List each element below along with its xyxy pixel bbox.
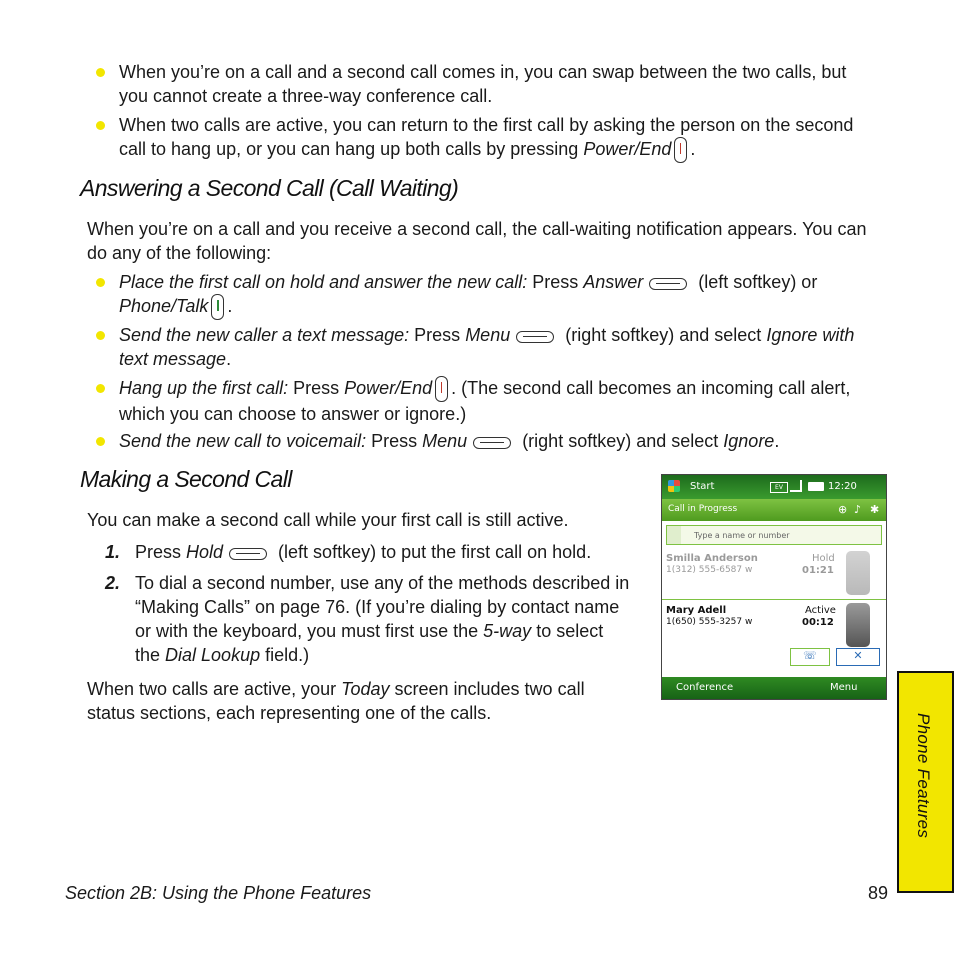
phone-device-icon [846, 603, 870, 647]
bullet-icon [96, 121, 105, 130]
phone-action-buttons [790, 648, 882, 668]
phone-start-label: Start [690, 481, 715, 492]
call-waiting-intro: When you’re on a call and you receive a second call, the call-waiting notification appears. You can do any of the following: [87, 219, 867, 263]
step-dial-second: To dial a second number, use any of the methods described in “Making Calls” on page 76. (If you’re dialing by contact name or with the keyboard, you must first use the 5-way to select the Dial Lookup field.) [135, 573, 630, 665]
battery-icon [808, 482, 824, 491]
power-end-key-icon [435, 376, 448, 402]
page-number: 89 [868, 883, 889, 903]
footer-section: Section 2B: Using the Phone Features [65, 883, 372, 903]
option-hold-and-answer: Place the first call on hold and answer the new call: Press Answer (left softkey) or Phone/Talk . [119, 270, 879, 320]
bullet-icon [96, 437, 105, 446]
option-voicemail: Send the new call to voicemail: Press Menu (right softkey) and select Ignore. [119, 431, 780, 451]
volume-icon: ♪ [854, 503, 862, 516]
second-call-intro: You can make a second call while your first call is still active. [87, 510, 569, 530]
phone-title-bar [662, 499, 886, 521]
second-call-outro: When two calls are active, your Today screen includes two call status sections, each representing one of the calls. [87, 679, 585, 723]
step-number: 2. [105, 573, 121, 593]
left-softkey-icon [229, 548, 267, 560]
signal-icon [790, 480, 802, 492]
bullet-return-first-call: When two calls are active, you can return to the first call by asking the person on the second call to hang up, or you can hang up both calls by pressing Power/End . [119, 113, 879, 163]
phone-right-softkey[interactable]: Menu [830, 682, 858, 693]
side-tab-label: Phone Features [914, 713, 933, 839]
phone-status-bar [662, 475, 886, 499]
phone-time: 12:20 [828, 481, 857, 492]
phone-title: Call in Progress [668, 504, 738, 514]
ev-icon: EV [770, 482, 788, 493]
bullet-icon [96, 331, 105, 340]
right-softkey-icon [516, 331, 554, 343]
phone-talk-key-icon [211, 294, 224, 320]
bullet-swap-calls: When you’re on a call and a second call comes in, you can swap between the two calls, but you cannot create a three-way conference call. [119, 62, 847, 106]
right-softkey-icon [473, 437, 511, 449]
phone-device-icon [846, 551, 870, 595]
bullet-icon [96, 278, 105, 287]
mute-button[interactable]: ✕ [836, 648, 880, 666]
call-status-hold: Smilla Anderson 1(312) 555-6587 w Hold 01:21 [662, 549, 887, 599]
phone-field-icon [667, 526, 681, 544]
windows-logo-icon [668, 480, 680, 492]
section-heading-call-waiting: Answering a Second Call (Call Waiting) [80, 175, 459, 201]
divider [662, 599, 887, 600]
speaker-button[interactable]: ☏ [790, 648, 830, 666]
left-softkey-icon [649, 278, 687, 290]
call-status-active: Mary Adell 1(650) 555-3257 w Active 00:12 [662, 601, 887, 651]
bullet-icon [96, 68, 105, 77]
option-text-message: Send the new caller a text message: Press Menu (right softkey) and select Ignore with text message. [119, 325, 855, 369]
power-end-key-icon [674, 137, 687, 163]
bullet-icon [96, 384, 105, 393]
option-hang-up-first: Hang up the first call: Press Power/End . (The second call becomes an incoming call alert, which you can choose to answer or ignore.) [119, 378, 851, 424]
phone-screenshot [661, 474, 887, 700]
phone-search-field[interactable]: Type a name or number [666, 525, 882, 545]
step-number: 1. [105, 542, 121, 562]
phone-left-softkey[interactable]: Conference [676, 682, 734, 693]
network-icon: ⊕ [838, 503, 848, 516]
bluetooth-icon: ✱ [870, 503, 880, 516]
side-tab [897, 671, 954, 893]
phone-softkey-bar [662, 677, 886, 699]
step-hold: Press Hold (left softkey) to put the first call on hold. [135, 542, 592, 562]
section-heading-second-call: Making a Second Call [80, 466, 292, 492]
